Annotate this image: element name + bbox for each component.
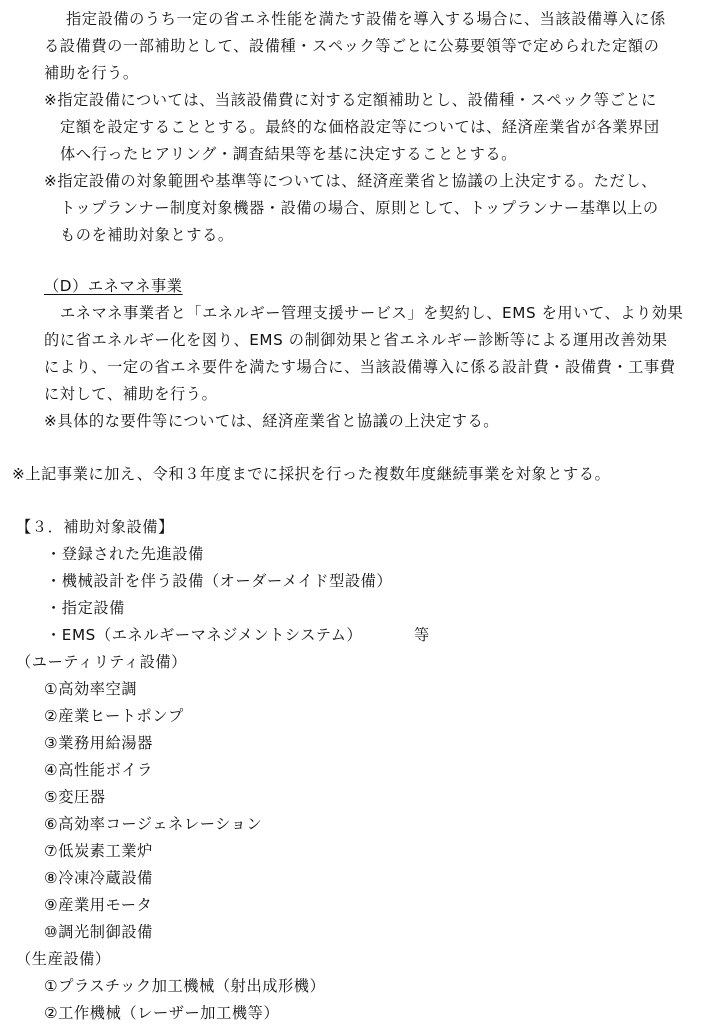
production-item-1: ①プラスチック加工機械（射出成形機） [44, 977, 326, 995]
para-d-line-1: エネマネ事業者と「エネルギー管理支援サービス」を契約し、EMS を用いて、より効果 [60, 304, 684, 322]
para-d-line-3: により、一定の省エネ要件を満たす場合に、当該設備導入に係る設計費・設備費・工事費 [44, 358, 676, 376]
equipment-item-4: ・EMS（エネルギーマネジメントシステム） [46, 626, 363, 644]
utility-item-5: ⑤変圧器 [44, 788, 106, 806]
section-d-heading: （D）エネマネ事業 [44, 277, 183, 295]
utility-item-7: ⑦低炭素工業炉 [44, 842, 153, 860]
note-a1-line-3: 体へ行ったヒアリング・調査結果等を基に決定することとする。 [60, 145, 517, 163]
utility-item-3: ③業務用給湯器 [44, 734, 153, 752]
utility-item-6: ⑥高効率コージェネレーション [44, 815, 263, 833]
equipment-item-1: ・登録された先進設備 [46, 545, 204, 563]
equipment-item-2: ・機械設計を伴う設備（オーダーメイド型設備） [46, 572, 393, 590]
utility-item-1: ①高効率空調 [44, 680, 138, 698]
note-d: ※具体的な要件等については、経済産業省と協議の上決定する。 [44, 412, 500, 430]
para-d-line-2: 的に省エネルギー化を図り、EMS の制御効果と省エネルギー診断等による運用改善効果 [44, 331, 668, 349]
section-3-heading: 【３．補助対象設備】 [16, 518, 174, 536]
utility-item-2: ②産業ヒートポンプ [44, 707, 184, 725]
equipment-suffix: 等 [414, 626, 430, 644]
note-a1-line-1: ※指定設備については、当該設備費に対する定額補助とし、設備種・スペック等ごとに [44, 91, 657, 109]
para-a-line-1: 指定設備のうち一定の省エネ性能を満たす設備を導入する場合に、当該設備導入に係 [66, 10, 666, 28]
utility-item-10: ⑩調光制御設備 [44, 923, 153, 941]
equipment-item-3: ・指定設備 [46, 599, 125, 617]
utility-item-4: ④高性能ボイラ [44, 761, 153, 779]
utility-item-9: ⑨産業用モータ [44, 896, 153, 914]
para-a-line-3: 補助を行う。 [44, 64, 139, 82]
note-a2-line-1: ※指定設備の対象範囲や基準等については、経済産業省と協議の上決定する。ただし、 [44, 172, 657, 190]
note-a1-line-2: 定額を設定することとする。最終的な価格設定等については、経済産業省が各業界団 [60, 118, 660, 136]
para-a-line-2: る設備費の一部補助として、設備種・スペック等ごとに公募要領等で定められた定額の [44, 37, 660, 55]
utility-item-8: ⑧冷凍冷蔵設備 [44, 869, 153, 887]
utility-heading: （ユーティリティ設備） [16, 653, 187, 671]
note-a2-line-2: トップランナー制度対象機器・設備の場合、原則として、トップランナー基準以上の [60, 199, 659, 217]
production-item-2: ②工作機械（レーザー加工機等） [44, 1004, 280, 1022]
para-d-line-4: に対して、補助を行う。 [44, 385, 218, 403]
note-a2-line-3: ものを補助対象とする。 [60, 226, 234, 244]
note-general: ※上記事業に加え、令和３年度までに採択を行った複数年度継続事業を対象とする。 [12, 465, 611, 483]
production-heading: （生産設備） [16, 950, 111, 968]
